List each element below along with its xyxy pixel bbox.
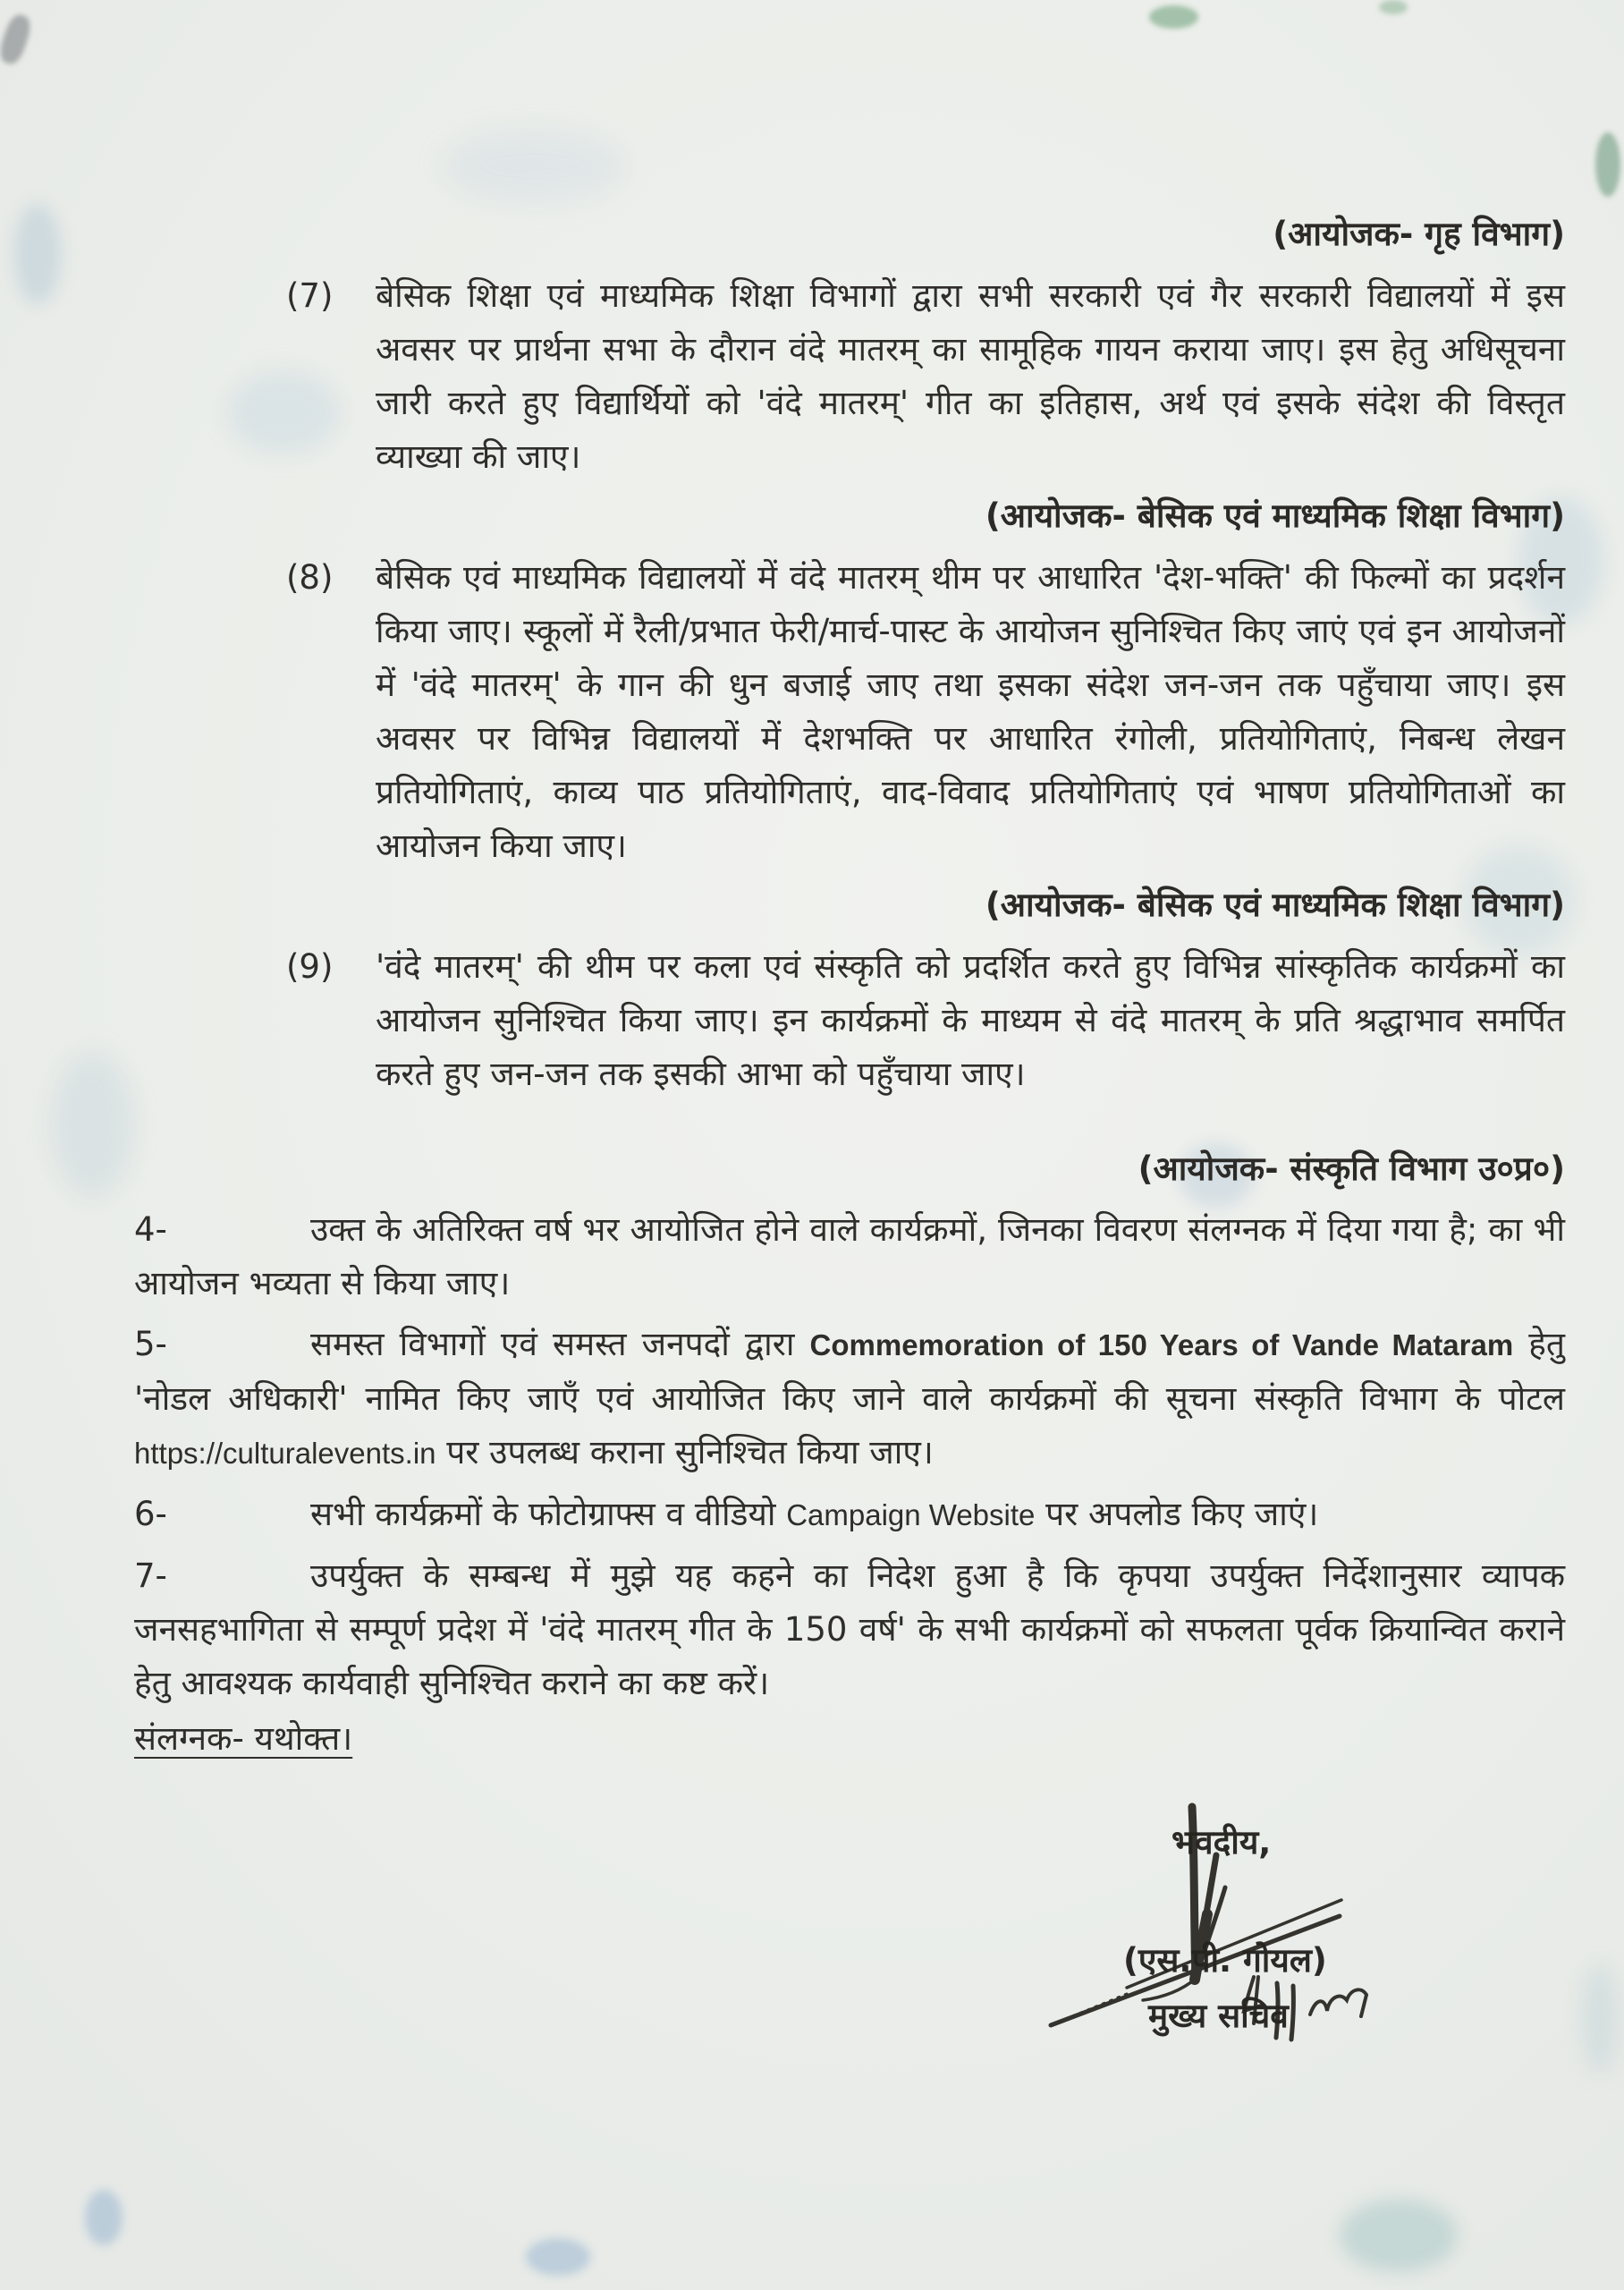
- english-campaign-title: Commemoration of 150 Years of Vande Mataram: [809, 1328, 1514, 1361]
- item-text: बेसिक शिक्षा एवं माध्यमिक शिक्षा विभागों द्वारा सभी सरकारी एवं गैर सरकारी विद्यालयों में इस अवसर पर प्रार्थना सभा के दौरान वंदे मातरम् का सामूहिक गायन कराया जाए। इस हेतु अधिसूचना जारी करते हुए विद्यार्थियों को 'वंदे मातरम्' गीत का इतिहास, अर्थ एवं इसके संदेश की विस्तृत व्याख्या की जाए।: [376, 276, 1565, 476]
- list-item-9: [286, 940, 1565, 1101]
- paper-stain: [1340, 2199, 1458, 2272]
- signatory-name: (एस.पी. गोयल): [1123, 1941, 1327, 1980]
- item-number: 6-: [134, 1495, 167, 1533]
- item-text: पर उपलब्ध कराना सुनिश्चित किया जाए।: [436, 1433, 934, 1472]
- organizer-line-home: (आयोजक- गृह विभाग): [1273, 215, 1565, 253]
- signature-salutation: भवदीय,: [1171, 1823, 1272, 1862]
- item-text: बेसिक एवं माध्यमिक विद्यालयों में वंदे मातरम् थीम पर आधारित 'देश-भक्ति' की फिल्मों का प्रदर्शन किया जाए। स्कूलों में रैली/प्रभात फेरी/मार्च-पास्ट के आयोजन सुनिश्चित किए जाएं एवं इन आयोजनों में 'वंदे मातरम्' के गान की धुन बजाई जाए तथा इसका संदेश जन-जन तक पहुँचाया जाए। इस अवसर पर विभिन्न विद्यालयों में देशभक्ति पर आधारित रंगोली, प्रतियोगिताएं, निबन्ध लेखन प्रतियोगिताएं, काव्य पाठ प्रतियोगिताएं, वाद-विवाद प्रतियोगिताएं एवं भाषण प्रतियोगिताओं का आयोजन किया जाए।: [376, 558, 1565, 865]
- item-text: हेतु 'नोडल अधिकारी' नामित किए जाएँ एवं आयोजित किए जाने वाले कार्यक्रमों की सूचना संस्कृति विभाग के पोटल: [134, 1325, 1565, 1418]
- paper-stain: [85, 2190, 123, 2245]
- enclosure-text: संलग्नक- यथोक्त।: [134, 1719, 353, 1758]
- list-item-5: [134, 1318, 1565, 1480]
- item-number: 5-: [134, 1325, 167, 1363]
- enclosure-line: [134, 1712, 1565, 1766]
- item-number: (8): [286, 558, 334, 597]
- organizer-line-culture: (आयोजक- संस्कृति विभाग उ०प्र०): [1138, 1149, 1565, 1188]
- list-item-4: [134, 1203, 1565, 1310]
- item-number: (9): [286, 947, 334, 986]
- item-text: उपर्युक्त के सम्बन्ध में मुझे यह कहने का निदेश हुआ है कि कृपया उपर्युक्त निर्देशानुसार व्यापक जनसहभागिता से सम्पूर्ण प्रदेश में 'वंदे मातरम् गीत के 150 वर्ष' के सभी कार्यक्रमों को सफलता पूर्वक क्रियान्वित कराने हेतु आवश्यक कार्यवाही सुनिश्चित कराने का कष्ट करें।: [134, 1556, 1565, 1702]
- item-number: 7-: [134, 1556, 167, 1595]
- item-text: 'वंदे मातरम्' की थीम पर कला एवं संस्कृति को प्रदर्शित करते हुए विभिन्न सांस्कृतिक कार्यक्रमों का आयोजन सुनिश्चित किया जाए। इन कार्यक्रमों के माध्यम से वंदे मातरम् के प्रति श्रद्धाभाव समर्पित करते हुए जन-जन तक इसकी आभा को पहुँचाया जाए।: [376, 947, 1565, 1093]
- portal-url: https://culturalevents.in: [134, 1437, 436, 1470]
- list-item-8: [286, 551, 1565, 873]
- list-item-6: [134, 1488, 1565, 1542]
- signature-block: [1028, 1800, 1624, 2104]
- paper-stain: [526, 2238, 590, 2276]
- item-text: उक्त के अतिरिक्त वर्ष भर आयोजित होने वाले कार्यक्रमों, जिनका विवरण संलग्नक में दिया गया है; का भी आयोजन भव्यता से किया जाए।: [134, 1210, 1565, 1302]
- organizer-line-basic-secondary-2: (आयोजक- बेसिक एवं माध्यमिक शिक्षा विभाग): [985, 886, 1565, 924]
- english-campaign-website: Campaign Website: [786, 1498, 1036, 1531]
- list-item-7-bottom: [134, 1549, 1565, 1710]
- signatory-designation: मुख्य सचिव: [1148, 1997, 1289, 2035]
- item-text: पर अपलोड किए जाएं।: [1035, 1495, 1319, 1533]
- list-item-7: [286, 269, 1565, 484]
- item-text: सभी कार्यक्रमों के फोटोग्राफ्स व वीडियो: [310, 1495, 787, 1533]
- item-number: 4-: [134, 1210, 167, 1249]
- organizer-line-basic-secondary-1: (आयोजक- बेसिक एवं माध्यमिक शिक्षा विभाग): [985, 496, 1565, 535]
- item-number: (7): [286, 276, 334, 315]
- handwritten-signature: [1028, 1800, 1624, 2104]
- item-text: समस्त विभागों एवं समस्त जनपदों द्वारा: [310, 1325, 810, 1363]
